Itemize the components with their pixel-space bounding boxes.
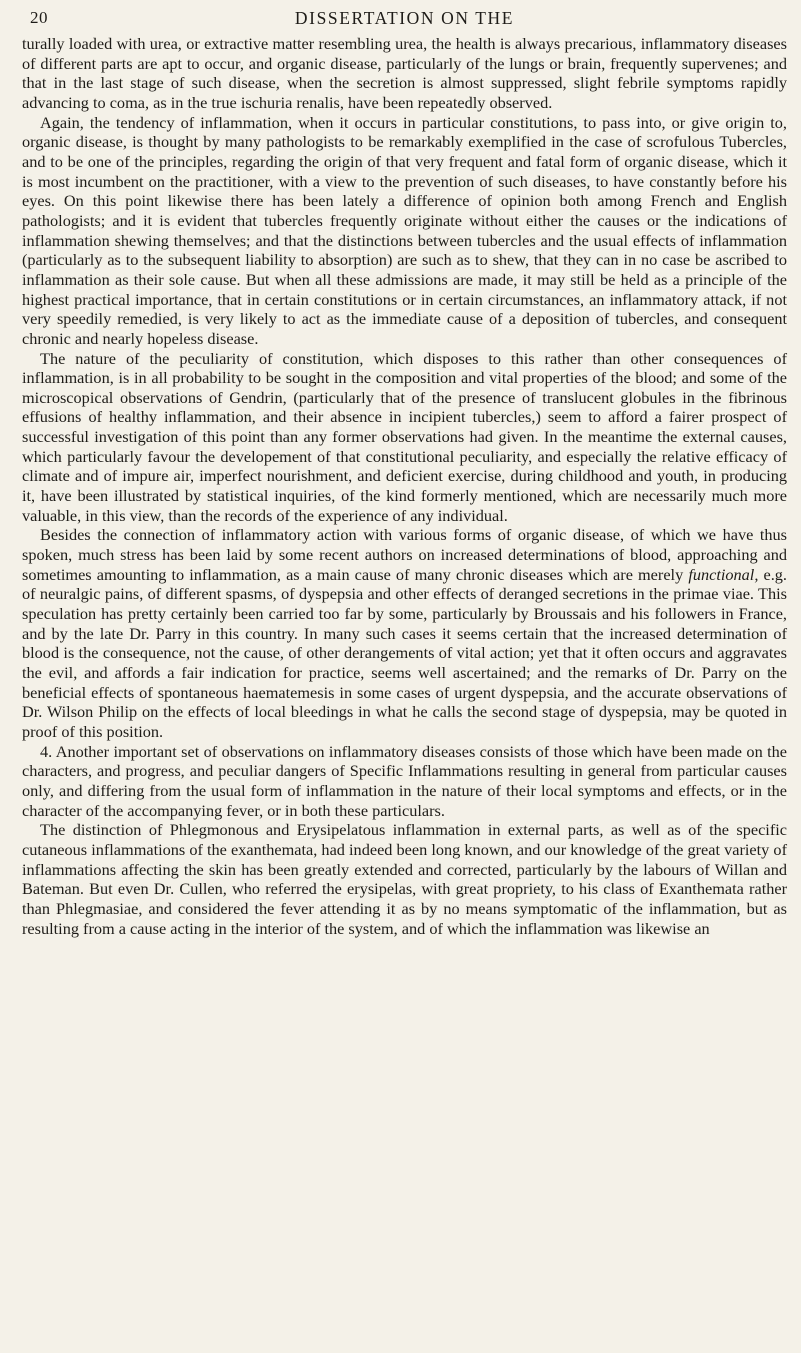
page-number: 20: [30, 8, 48, 27]
paragraph-4-emphasis: functional,: [688, 564, 759, 584]
paragraph-1: turally loaded with urea, or extractive matter resembling urea, the health is always precarious, inflammatory diseases of different parts are apt to occur, and organic disease, particularly of the lungs or brain, frequently supervenes; and that in the last stage of such disease, when the secretion is almost suppressed, slight febrile symptoms rapidly advancing to coma, as in the true ischuria renalis, have been repeatedly observed.: [22, 34, 787, 112]
paragraph-4: [22, 525, 787, 741]
paragraph-2: Again, the tendency of inflammation, when it occurs in particular constitutions, to pass into, or give origin to, organic disease, is thought by many pathologists to be remarkably exemplified in the case of scrofulous Tubercles, and to be one of the principles, regarding the origin of that very frequent and fatal form of organic disease, which it is most incumbent on the practitioner, with a view to the prevention of such diseases, to have constantly before his eyes. On this point likewise there has been lately a difference of opinion both among French and English pathologists; and it is evident that tubercles frequently originate without either the causes or the indications of inflammation shewing themselves; and that the distinctions between tubercles and the usual effects of inflammation (particularly as to the subsequent liability to absorption) are such as to shew, that they can in no case be ascribed to inflammation as their sole cause. But when all these admissions are made, it may still be held as a principle of the highest practical importance, that in certain constitutions or in certain circumstances, an inflammatory attack, if not very speedily remedied, is very likely to act as the immediate cause of a deposition of tubercles, and consequent chronic and nearly hopeless disease.: [22, 112, 787, 348]
paragraph-6: The distinction of Phlegmonous and Erysipelatous inflammation in external parts, as well as of the specific cutaneous inflammations of the exanthemata, had indeed been long known, and our knowledge of the great variety of inflammations affecting the skin has been greatly extended and corrected, particularly by the labours of Willan and Bateman. But even Dr. Cullen, who referred the erysipelas, with great propriety, to his class of Exanthemata rather than Phlegmasiae, and considered the fever attending it as by no means symptomatic of the inflammation, but as resulting from a cause acting in the interior of the system, and of which the inflammation was likewise an: [22, 820, 787, 938]
paragraph-5: 4. Another important set of observations on inflammatory diseases consists of those which have been made on the characters, and progress, and peculiar dangers of Specific Inflammations resulting in general from particular causes only, and differing from the usual form of inflammation in the nature of their local symptoms and effects, or in the character of the accompanying fever, or in both these particulars.: [22, 741, 787, 820]
paragraph-3: The nature of the peculiarity of constitution, which disposes to this rather than other consequences of inflammation, is in all probability to be sought in the composition and vital properties of the blood; and some of the microscopical observations of Gendrin, (particularly that of the presence of translucent globules in the fibrinous effusions of healthy inflammation, and their absence in incipient tubercles,) seem to afford a fairer prospect of successful investigation of this point than any former observations had given. In the meantime the external causes, which particularly favour the developement of that constitutional peculiarity, and especially the relative efficacy of climate and of impure air, imperfect nourishment, and deficient exercise, during childhood and youth, in producing it, have been illustrated by statistical inquiries, of the kind formerly mentioned, which are necessarily much more valuable, in this view, than the records of the experience of any individual.: [22, 348, 787, 525]
paragraph-4-text-after: e.g. of neuralgic pains, of different spasms, of dyspepsia and other effects of deranged secretions in the primae viae. This speculation has pretty certainly been carried too far by some, particularly by Broussais and his followers in France, and by the late Dr. Parry in this country. In many such cases it seems certain that the increased determination of blood is the consequence, not the cause, of other derangements of vital action; yet that it often occurs and aggravates the evil, and affords a fair indication for practice, seems well ascertained; and the remarks of Dr. Parry on the beneficial effects of spontaneous haematemesis in some cases of urgent dyspepsia, and the accurate observations of Dr. Wilson Philip on the effects of local bleedings in what he calls the second stage of dyspepsia, may be quoted in proof of this position.: [22, 564, 788, 741]
running-title: DISSERTATION ON THE: [294, 8, 515, 28]
paragraph-4-text-before: Besides the connection of inflammatory action with various forms of organic disease, of which we have thus spoken, much stress has been laid by some recent authors on increased determinations of blood, approaching and sometimes amounting to inflammation, as a main cause of many chronic diseases which are merely: [22, 525, 787, 584]
running-header: [22, 6, 787, 30]
body-text: [22, 34, 787, 938]
